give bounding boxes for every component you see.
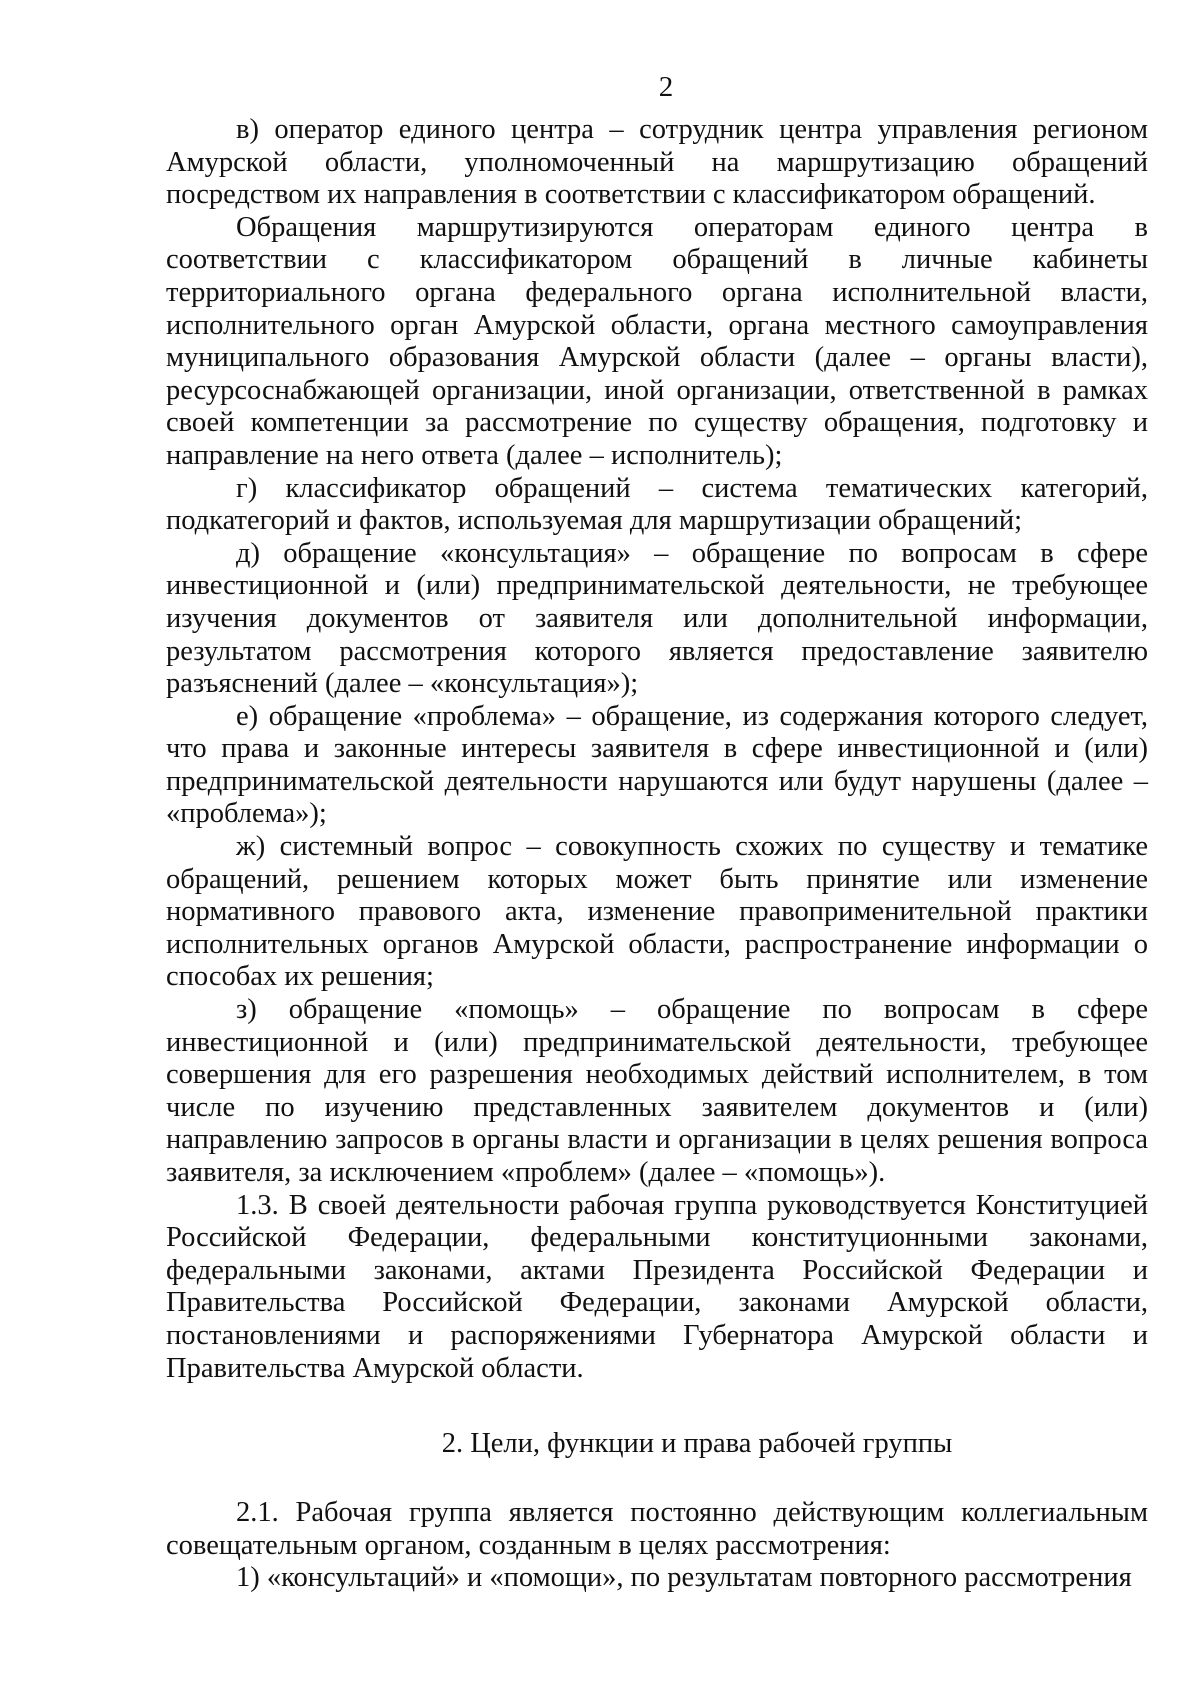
paragraph-problem-definition: е) обращение «проблема» – обращение, из содержания которого следует, что права и законные интересы заявителя в сфере инвестиционной и (или) предпринимательской деятельности нарушаются или будут нарушены (далее – «проблема»); <box>166 700 1148 830</box>
page-number: 2 <box>658 71 674 103</box>
section-heading: 2. Цели, функции и права рабочей группы <box>441 1428 953 1459</box>
paragraph-routing: Обращения маршрутизируются операторам единого центра в соответствии с классификатором обращений в личные кабинеты территориального органа федерального органа исполнительной власти, исполнительного орган Амурской области, органа местного самоуправления муниципального образования Амурской области (далее – органы власти), ресурсоснабжающей организации, иной организации, ответственной в рамках своей компетенции за рассмотрение по существу обращения, подготовку и направление на него ответа (далее – исполнитель); <box>166 211 1148 471</box>
paragraph-operator-definition: в) оператор единого центра – сотрудник центра управления регионом Амурской области, уполномоченный на маршрутизацию обращений посредством их направления в соответствии с классификатором обращений. <box>166 114 1148 211</box>
paragraph-systemic-issue-definition: ж) системный вопрос – совокупность схожих по существу и тематике обращений, решением которых может быть принятие или изменение нормативного правового акта, изменение правоприменительной практики исполнительных органов Амурской области, распространение информации о способах их решения; <box>166 831 1148 993</box>
paragraph-help-definition: з) обращение «помощь» – обращение по вопросам в сфере инвестиционной и (или) предпринимательской деятельности, требующее совершения для его разрешения необходимых действий исполнителем, в том числе по изучению представленных заявителем документов и (или) направлению запросов в органы власти и организации в целях решения вопроса заявителя, за исключением «проблем» (далее – «помощь»). <box>166 994 1148 1188</box>
paragraph-working-group-purpose: 2.1. Рабочая группа является постоянно действующим коллегиальным совещательным органом, созданным в целях рассмотрения: <box>166 1497 1148 1561</box>
paragraph-classifier-definition: г) классификатор обращений – система тематических категорий, подкатегорий и фактов, используемая для маршрутизации обращений; <box>166 472 1148 537</box>
paragraph-list-item-1: 1) «консультаций» и «помощи», по результатам повторного рассмотрения <box>236 1562 1132 1594</box>
section-body <box>166 1497 1148 1595</box>
body-text <box>166 114 1148 1385</box>
paragraph-legal-basis: 1.3. В своей деятельности рабочая группа руководствуется Конституцией Российской Федерации, федеральными конституционными законами, федеральными законами, актами Президента Российской Федерации и Правительства Российской Федерации, законами Амурской области, постановлениями и распоряжениями Губернатора Амурской области и Правительства Амурской области. <box>166 1189 1148 1384</box>
paragraph-consultation-definition: д) обращение «консультация» – обращение по вопросам в сфере инвестиционной и (или) предпринимательской деятельности, не требующее изучения документов от заявителя или дополнительной информации, результатом рассмотрения которого является предоставление заявителю разъяснений (далее – «консультация»); <box>166 537 1148 700</box>
